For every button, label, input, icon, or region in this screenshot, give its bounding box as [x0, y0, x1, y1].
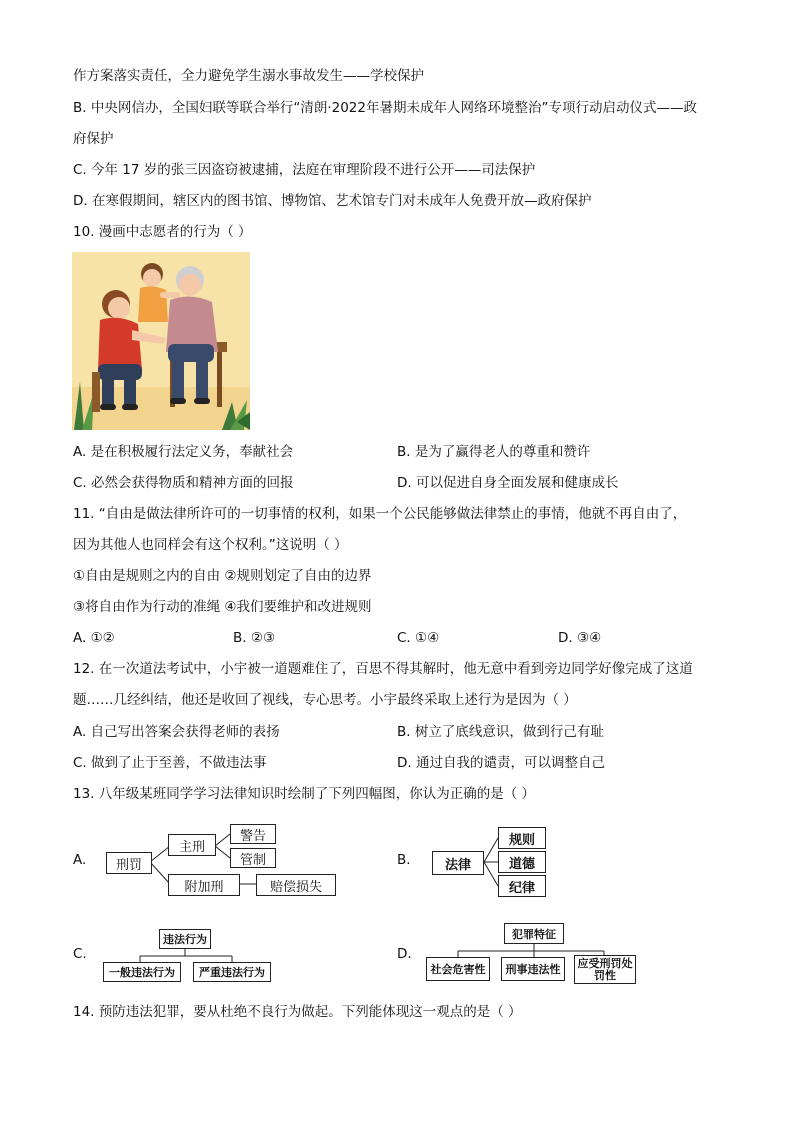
q10-stem: 10. 漫画中志愿者的行为（ ）: [73, 224, 252, 240]
diagram-c-root: 违法行为: [159, 929, 211, 949]
diagram-a-leaf-control: 管制: [230, 848, 276, 868]
q11-stem-continued: 因为其他人也同样会有这个权利。”这说明（ ）: [73, 537, 348, 553]
q9-text-line: 作方案落实责任，全力避免学生溺水事故发生——学校保护: [73, 68, 424, 84]
q11-option-c: C. ①④: [397, 630, 440, 646]
diagram-a-leaf-warning: 警告: [230, 824, 276, 844]
q12-option-d: D. 通过自我的谴责，可以调整自己: [397, 755, 605, 771]
diagram-c-leaf-general: 一般违法行为: [103, 962, 181, 982]
diagram-a-extra-penalty: 附加刑: [168, 874, 240, 896]
q11-stem: 11. “自由是做法律所许可的一切事情的权利，如果一个公民能够做法律禁止的事情，他就不再自由了，: [73, 506, 687, 522]
q13-label-c: C.: [73, 946, 87, 962]
q13-label-d: D.: [397, 946, 412, 962]
q11-items-line1: ①自由是规则之内的自由 ②规则划定了自由的边界: [73, 568, 372, 584]
diagram-b-leaf-discipline: 纪律: [498, 875, 546, 897]
q12-option-c: C. 做到了止于至善，不做违法事: [73, 755, 267, 771]
q10-option-b: B. 是为了赢得老人的尊重和赞许: [397, 444, 591, 460]
diagram-b-root: 法律: [432, 851, 484, 875]
diagram-b-leaf-rules: 规则: [498, 827, 546, 849]
diagram-d-leaf-punishability: 应受刑罚处罚性: [574, 955, 636, 984]
q12-option-a: A. 自己写出答案会获得老师的表扬: [73, 724, 280, 740]
q11-option-b: B. ②③: [233, 630, 276, 646]
diagram-d-leaf-illegality: 刑事违法性: [501, 957, 565, 981]
q13-diagram-c: [100, 928, 275, 984]
volunteer-cartoon-image: [72, 252, 250, 430]
diagram-c-leaf-serious: 严重违法行为: [193, 962, 271, 982]
q13-label-a: A.: [73, 852, 87, 868]
q9-option-b-continued: 府保护: [73, 131, 114, 147]
q12-option-b: B. 树立了底线意识，做到行己有耻: [397, 724, 604, 740]
diagram-d-root: 犯罪特征: [504, 923, 564, 944]
diagram-a-main-penalty: 主刑: [168, 834, 216, 856]
q11-items-line2: ③将自由作为行动的准绳 ④我们要维护和改进规则: [73, 599, 372, 615]
q12-stem: 12. 在一次道法考试中，小宇被一道题难住了，百思不得其解时，他无意中看到旁边同学好像完成了这道: [73, 661, 693, 677]
diagram-a-root: 刑罚: [106, 852, 152, 874]
q11-option-a: A. ①②: [73, 630, 115, 646]
q12-stem-continued: 题……几经纠结，他还是收回了视线，专心思考。小宇最终采取上述行为是因为（ ）: [73, 692, 577, 708]
q13-diagram-b: [428, 824, 558, 908]
q10-option-a: A. 是在积极履行法定义务，奉献社会: [73, 444, 294, 460]
q9-option-b: B. 中央网信办，全国妇联等联合举行“清朗·2022年暑期未成年人网络环境整治”专项行动启动仪式——政: [73, 100, 697, 116]
q13-label-b: B.: [397, 852, 411, 868]
diagram-a-leaf-compensation: 赔偿损失: [256, 874, 336, 896]
q14-stem: 14. 预防违法犯罪，要从杜绝不良行为做起。下列能体现这一观点的是（ ）: [73, 1004, 522, 1020]
q9-option-d: D. 在寒假期间，辖区内的图书馆、博物馆、艺术馆专门对未成年人免费开放—政府保护: [73, 193, 592, 209]
q9-option-c: C. 今年 17 岁的张三因盗窃被逮捕，法庭在审理阶段不进行公开——司法保护: [73, 162, 536, 178]
q10-option-c: C. 必然会获得物质和精神方面的回报: [73, 475, 294, 491]
diagram-d-leaf-harm: 社会危害性: [426, 957, 490, 981]
diagram-b-leaf-morality: 道德: [498, 851, 546, 873]
q11-option-d: D. ③④: [558, 630, 602, 646]
q13-diagram-a: [100, 820, 340, 900]
q13-stem: 13. 八年级某班同学学习法律知识时绘制了下列四幅图，你认为正确的是（ ）: [73, 786, 536, 802]
q10-option-d: D. 可以促进自身全面发展和健康成长: [397, 475, 619, 491]
q13-diagram-d: [424, 920, 640, 986]
